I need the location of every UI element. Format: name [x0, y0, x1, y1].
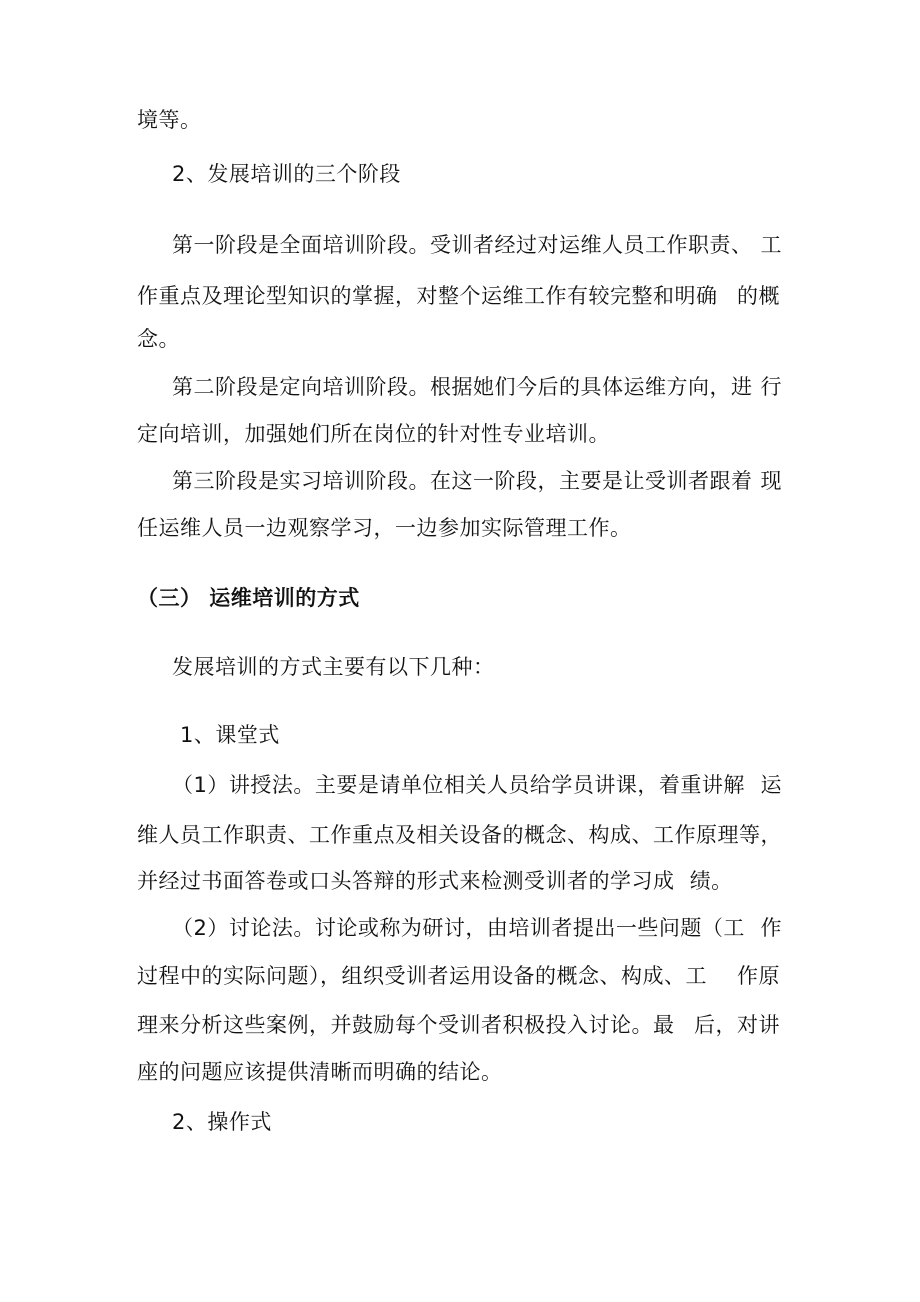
stage2-line1: 第二阶段是定向培训阶段。根据她们今后的具体运维方向，进 行: [172, 375, 782, 399]
methods-heading: （三） 运维培训的方式: [137, 586, 360, 610]
methods-intro: 发展培训的方式主要有以下几种：: [172, 655, 495, 679]
stage3-line2: 任运维人员一边观察学习，一边参加实际管理工作。: [137, 516, 632, 540]
lecture-line3: 并经过书面答卷或口头答辩的形式来检测受训者的学习成 绩。: [137, 869, 733, 893]
lecture-line2: 维人员工作职责、工作重点及相关设备的概念、构成、工作原 理等，: [137, 823, 782, 847]
stages-heading: 2、发展培训的三个阶段: [172, 162, 401, 186]
discussion-line1: （2）讨论法。讨论或称为研讨，由培训者提出一些问题（工 作: [172, 916, 782, 940]
discussion-line2: 过程中的实际问题），组织受训者运用设备的概念、构成、工 作原: [137, 964, 780, 988]
stage1-line3: 念。: [137, 327, 180, 351]
classroom-heading: 1、课堂式: [180, 723, 280, 747]
operation-heading: 2、操作式: [172, 1110, 272, 1134]
intro-tail-text: 境等。: [137, 108, 202, 132]
stage1-line1: 第一阶段是全面培训阶段。受训者经过对运维人员工作职责、 工: [172, 233, 782, 257]
stage3-line1: 第三阶段是实习培训阶段。在这一阶段，主要是让受训者跟着 现: [172, 469, 782, 493]
discussion-line3: 理来分析这些案例，并鼓励每个受训者积极投入讨论。最 后，对讲: [137, 1013, 780, 1037]
lecture-line1: （1）讲授法。主要是请单位相关人员给学员讲课，着重讲解 运: [172, 773, 782, 797]
stage1-line2: 作重点及理论型知识的掌握，对整个运维工作有较完整和明确 的概: [137, 284, 780, 308]
stage2-line2: 定向培训，加强她们所在岗位的针对性专业培训。: [137, 422, 610, 446]
discussion-line4: 座的问题应该提供清晰而明确的结论。: [137, 1060, 503, 1084]
